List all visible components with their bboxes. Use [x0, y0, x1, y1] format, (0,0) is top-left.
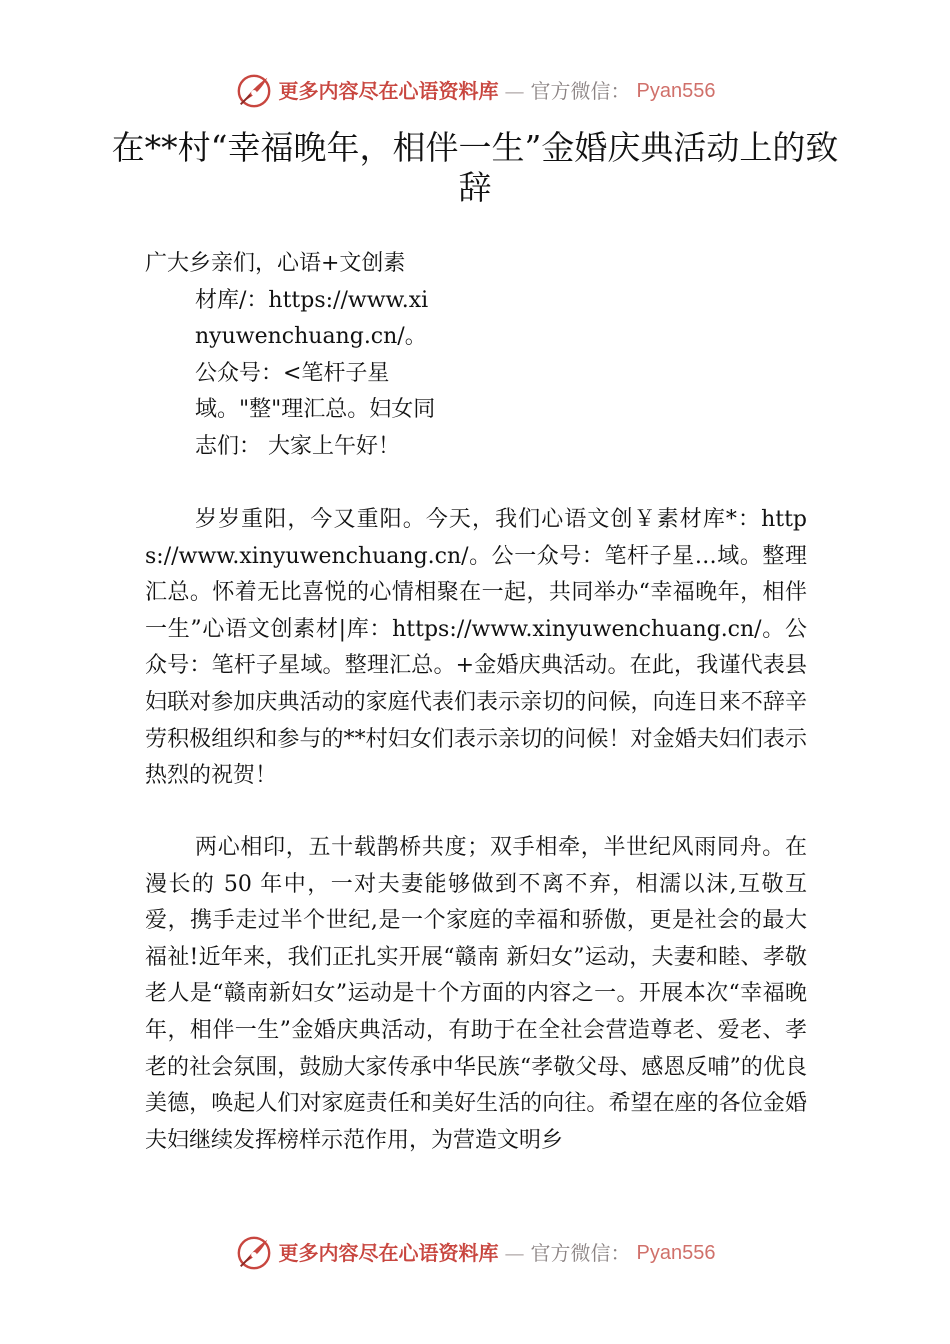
salutation-block — [145, 246, 445, 466]
banner-wechat-id: Pyan556 — [636, 80, 716, 102]
salutation-continuation: 材库/：https://www.xinyuwenchuang.cn/。公众号：<笔杆子星域。"整"理汇总。妇女同志们： 大家上午好！ — [195, 287, 436, 459]
banner-wechat-label: 官方微信： — [530, 79, 631, 103]
salutation-first-line: 广大乡亲们，心语+文创素 — [145, 251, 406, 276]
footer-banner — [0, 1234, 950, 1272]
banner-separator: — — [504, 1241, 525, 1265]
banner-main-text: 更多内容尽在心语资料库 — [278, 79, 499, 103]
banner-separator: — — [504, 79, 525, 103]
header-banner — [0, 72, 950, 110]
document-title: 在**村“幸福晚年，相伴一生”金婚庆典活动上的致辞 — [111, 128, 839, 207]
paragraph-2: 两心相印，五十载鹊桥共度；双手相牵，半世纪风雨同舟。在漫长的 50 年中，一对夫妻能够做到不离不弃，相濡以沫,互敬互爱，携手走过半个世纪,是一个家庭的幸福和骄傲，更是社会的最大福祉!近年来，我们正扎实开展“赣南 新妇女”运动，夫妻和睦、孝敬老人是“赣南新妇女”运动是十个方面的内容之一。开展本次“幸福晚年，相伴一生”金婚庆典活动，有助于在全社会营造尊老、爱老、孝老的社会氛围，鼓励大家传承中华民族“孝敬父母、感恩反哺”的优良美德，唤起人们对家庭责任和美好生活的向往。希望在座的各位金婚夫妇继续发挥榜样示范作用，为营造文明乡 — [145, 835, 807, 1153]
feather-logo-icon — [235, 72, 273, 110]
feather-logo-icon — [235, 1234, 273, 1272]
paragraph-1: 岁岁重阳，今又重阳。今天，我们心语文创￥素材库*：https://www.xinyuwenchuang.cn/。公一众号：笔杆子星…域。整理汇总。怀着无比喜悦的心情相聚在一起，共同举办“幸福晚年，相伴一生”心语文创素材|库：https://www.xinyuwenchuang.cn/。公众号：笔杆子星域。整理汇总。+金婚庆典活动。在此，我谨代表县妇联对参加庆典活动的家庭代表们表示亲切的问候，向连日来不辞辛劳积极组织和参与的**村妇女们表示亲切的问候！对金婚夫妇们表示热烈的祝贺！ — [145, 507, 807, 789]
banner-main-text: 更多内容尽在心语资料库 — [278, 1241, 499, 1265]
banner-wechat-label: 官方微信： — [530, 1241, 631, 1265]
banner-wechat-id: Pyan556 — [636, 1242, 716, 1264]
